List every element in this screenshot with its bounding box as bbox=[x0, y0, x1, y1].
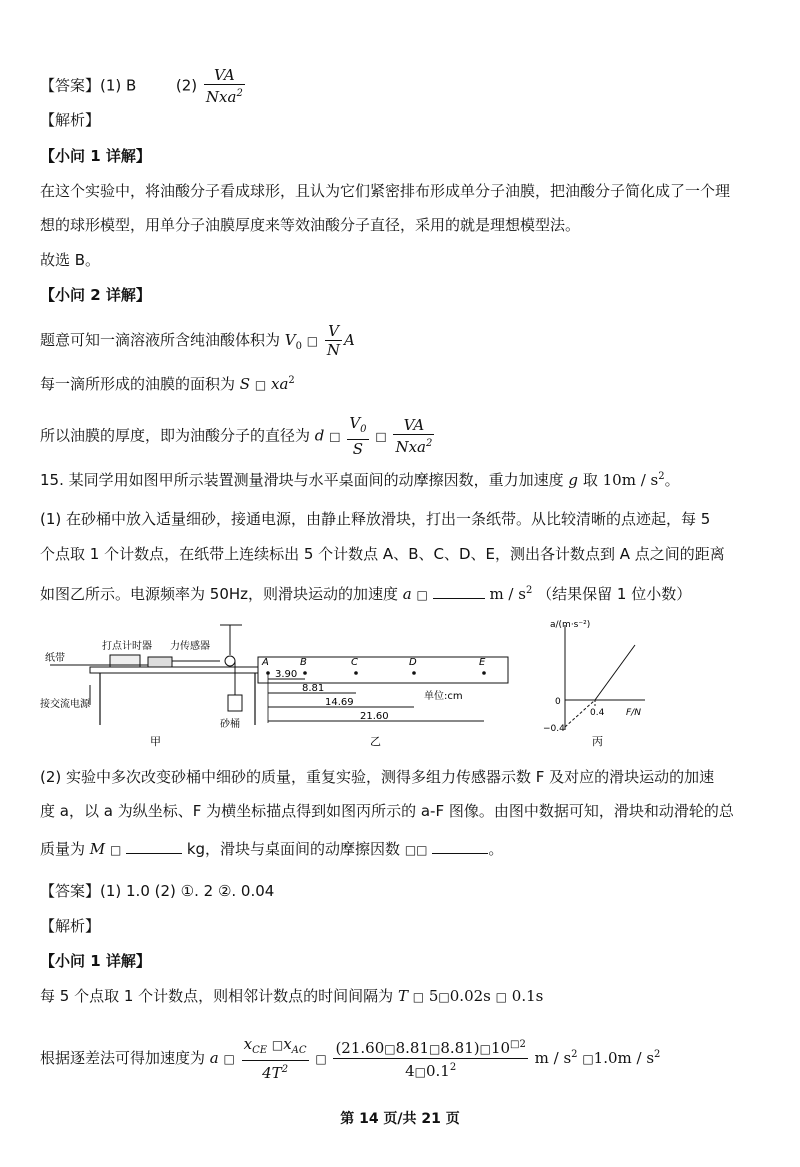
problem-15: 15. 某同学用如图甲所示装置测量滑块与水平桌面间的动摩擦因数，重力加速度 g 取 $10m / s^2$。 bbox=[40, 471, 680, 489]
yi-dist-ae: 21.60 bbox=[360, 711, 389, 722]
answer-part2: (2) bbox=[175, 76, 198, 95]
jia-label-tape: 纸带 bbox=[45, 653, 65, 664]
figures bbox=[30, 615, 650, 755]
q2-line-1: 题意可知一滴溶液所含纯油酸体积为 $V_0$ □ $\frac{V}{N}$ A bbox=[40, 322, 355, 359]
q1b-line-1: 每 5 个点取 1 个计数点，则相邻计数点的时间间隔为 T □ 5□0.02s □ 0.1s bbox=[40, 987, 544, 1005]
yi-dist-ab: 3.90 bbox=[275, 669, 298, 680]
yi-point-d: D bbox=[409, 657, 417, 668]
p15-2-line-3: 质量为 M □ kg，滑块与桌面间的动摩擦因数 □□ 。 bbox=[40, 840, 504, 858]
page-footer: 第 14 页/共 21 页 bbox=[340, 1111, 460, 1127]
jia-label-timer: 打点计时器 bbox=[102, 641, 152, 652]
p15-2-line-1: (2) 实验中多次改变砂桶中细砂的质量，重复实验，测得多组力传感器示数 F 及对应的滑块运动的加速 bbox=[40, 768, 715, 786]
jia-label-bucket: 砂桶 bbox=[220, 719, 240, 730]
bing-x-tick: 0.4 bbox=[590, 708, 605, 718]
q1-heading: 【小问 1 详解】 bbox=[40, 147, 151, 165]
q1b-line-2: 根据逐差法可得加速度为 a □ $\frac{x_{CE} □x_{AC}}{4T^2}$ □ $\frac{(21.60□8.81□8.81)□10^{□2}}{4□0.1^2}$ m / $s^2$ □1.0m / $s^2$ bbox=[40, 1035, 661, 1082]
p15-1-line-3: 如图乙所示。电源频率为 50Hz，则滑块运动的加速度 a □ m / $s^2$ （结果保留 1 位小数） bbox=[40, 585, 692, 603]
bing-xlabel: F/N bbox=[626, 708, 641, 718]
bing-origin: 0 bbox=[555, 697, 561, 707]
q2-line-3: 所以油膜的厚度，即为油酸分子的直径为 d □ $\frac{V_0}{S}$ □ $\frac{VA}{Nxa^2}$ bbox=[40, 414, 433, 458]
figure-yi bbox=[258, 657, 508, 748]
yi-point-c: C bbox=[351, 657, 358, 668]
yi-caption: 乙 bbox=[370, 735, 381, 748]
yi-unit: 单位:cm bbox=[424, 691, 463, 702]
figure-jia bbox=[40, 625, 270, 748]
yi-point-e: E bbox=[479, 657, 486, 668]
jia-caption: 甲 bbox=[150, 735, 161, 748]
answer-line bbox=[40, 66, 247, 106]
p15-1-line-1: (1) 在砂桶中放入适量细砂，接通电源，由静止释放滑块，打出一条纸带。从比较清晰的点迹起，每 5 bbox=[40, 510, 711, 528]
bing-y-tick: −0.4 bbox=[543, 724, 565, 734]
yi-point-b: B bbox=[300, 657, 307, 668]
bing-ylabel: a/(m·s⁻²) bbox=[550, 620, 591, 630]
p15-1-line-2: 个点取 1 个计数点，在纸带上连续标出 5 个计数点 A、B、C、D、E，测出各计数点到 A 点之间的距离 bbox=[40, 545, 725, 563]
q1-text-1: 在这个实验中，将油酸分子看成球形，且认为它们紧密排布形成单分子油膜，把油酸分子简化成了一个理 bbox=[40, 182, 731, 200]
yi-dist-ac: 8.81 bbox=[302, 683, 325, 694]
q2-line-2: 每一滴所形成的油膜的面积为 S □ $xa^2$ bbox=[40, 375, 295, 393]
answer-label: 【答案】(1) B bbox=[40, 76, 137, 95]
answer-fraction: $\frac{VA}{Nxa^2}$ bbox=[205, 66, 243, 106]
analysis-label: 【解析】 bbox=[40, 111, 101, 129]
q1-text-2: 想的球形模型，用单分子油膜厚度来等效油酸分子直径，采用的就是理想模型法。 bbox=[40, 216, 581, 234]
answer-2: 【答案】(1) 1.0 (2) ①. 2 ②. 0.04 bbox=[40, 882, 275, 900]
p15-2-line-2: 度 a，以 a 为纵坐标、F 为横坐标描点得到如图丙所示的 a-F 图像。由图中数据可知，滑块和动滑轮的总 bbox=[40, 802, 734, 820]
jia-label-power: 接交流电源 bbox=[40, 699, 90, 710]
yi-dist-ad: 14.69 bbox=[325, 697, 354, 708]
jia-label-sensor: 力传感器 bbox=[170, 641, 210, 652]
q2-heading: 【小问 2 详解】 bbox=[40, 286, 151, 304]
q1b-heading: 【小问 1 详解】 bbox=[40, 952, 151, 970]
q1-choice: 故选 B。 bbox=[40, 251, 101, 269]
bing-caption: 丙 bbox=[592, 735, 603, 748]
figure-bing bbox=[543, 620, 645, 748]
yi-point-a: A bbox=[262, 657, 269, 668]
analysis-2-label: 【解析】 bbox=[40, 917, 101, 935]
